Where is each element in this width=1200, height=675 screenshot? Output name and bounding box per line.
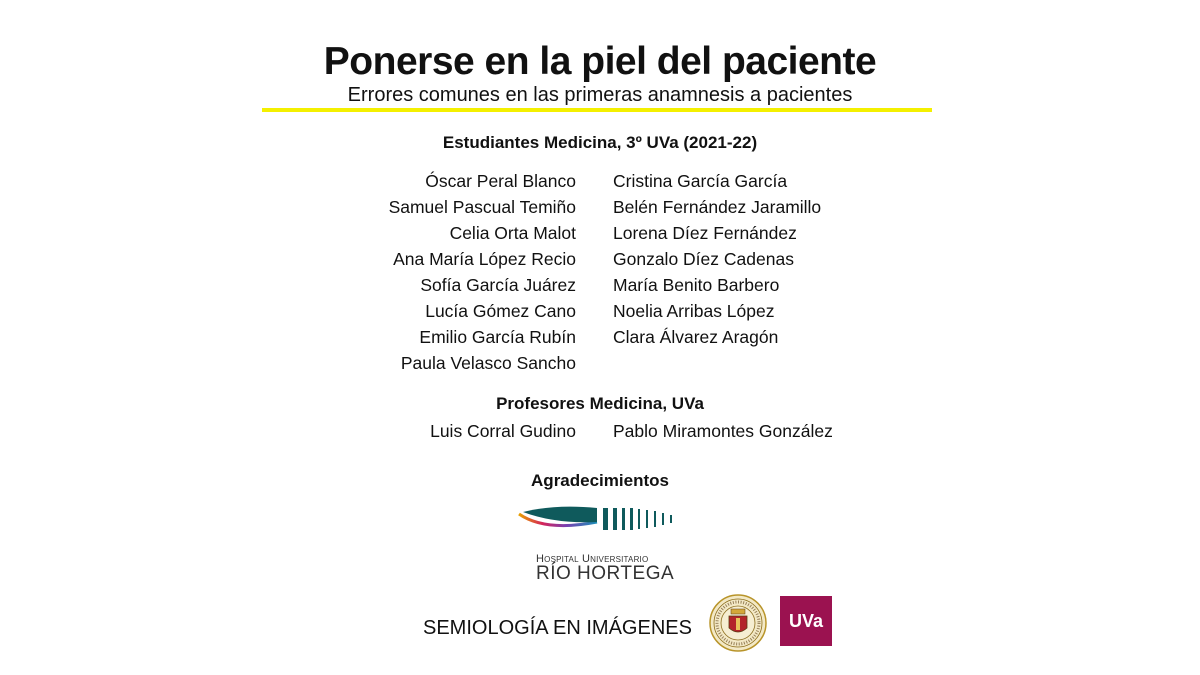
semiologia-label: SEMIOLOGÍA EN IMÁGENES [423,617,692,639]
university-seal-icon [709,594,767,652]
student-name: Noelia Arribas López [613,301,775,321]
students-left-column [389,168,576,376]
student-name: Gonzalo Díez Cadenas [613,249,794,269]
student-name: Paula Velasco Sancho [400,353,576,373]
students-heading: Estudiantes Medicina, 3º UVa (2021-22) [442,133,758,152]
student-name: María Benito Barbero [613,275,780,295]
thanks-heading: Agradecimientos [531,471,669,490]
hospital-logo-icon [515,500,675,540]
hospital-name-line2: RÍO HORTEGA [536,563,675,584]
students-right-column [613,168,821,350]
student-name: Lucía Gómez Cano [425,301,576,321]
student-name: Belén Fernández Jaramillo [613,197,822,217]
student-name: Celia Orta Malot [449,223,576,243]
page-title: Ponerse en la piel del paciente [323,40,877,83]
teacher-name: Pablo Miramontes González [613,421,833,441]
hospital-name-line1: Hospital Universitario [536,553,649,565]
student-name: Lorena Díez Fernández [613,223,797,243]
uva-logo: UVa [780,596,832,646]
student-name: Ana María López Recio [393,249,576,269]
student-name: Óscar Peral Blanco [425,171,576,191]
yellow-divider [262,108,932,112]
teacher-name: Luis Corral Gudino [430,421,576,441]
student-name: Emilio García Rubín [419,327,576,347]
teachers-heading: Profesores Medicina, UVa [496,394,704,413]
student-name: Sofía García Juárez [420,275,576,295]
student-name: Samuel Pascual Temiño [388,197,576,217]
student-name: Clara Álvarez Aragón [613,327,779,347]
student-name: Cristina García García [613,171,788,191]
page-subtitle: Errores comunes en las primeras anamnesis a pacientes [347,84,853,106]
